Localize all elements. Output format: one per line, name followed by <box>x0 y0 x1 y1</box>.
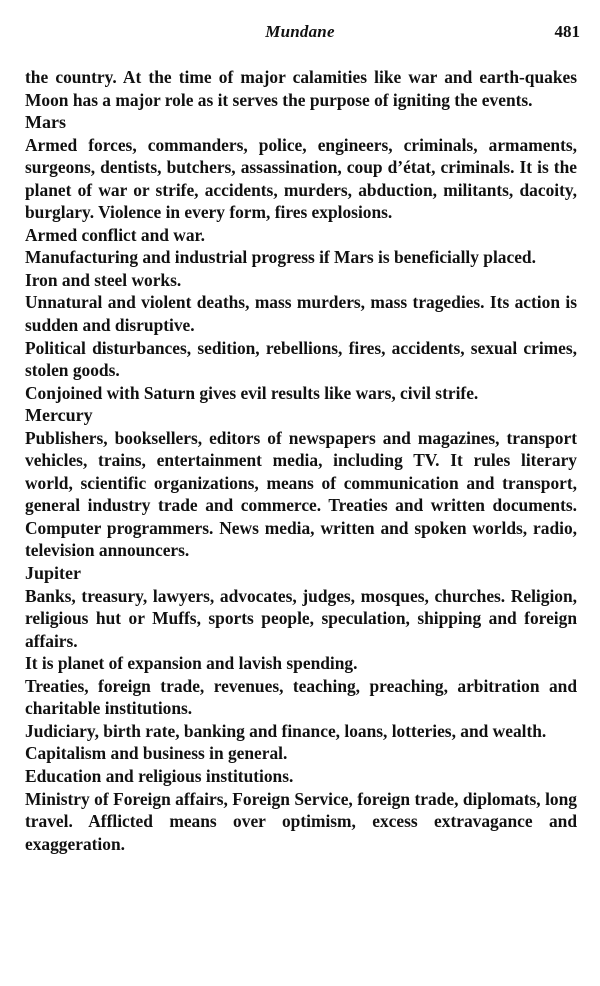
section-heading-jupiter: Jupiter <box>25 563 81 584</box>
paragraph-expansion: It is planet of expansion and lavish spending. <box>25 653 358 674</box>
paragraph-capitalism: Capitalism and business in general. <box>25 743 288 764</box>
paragraph-moon-continued: the country. At the time of major calamities like war and earth-quakes Moon has a major role as it serves the purpose of igniting the events. <box>25 67 577 110</box>
paragraph-violent-deaths: Unnatural and violent deaths, mass murders, mass tragedies. Its action is sudden and disruptive. <box>25 292 577 336</box>
paragraph-armed-conflict: Armed conflict and war. <box>25 224 206 245</box>
page-number: 481 <box>554 22 580 41</box>
paragraph-conjoined-saturn: Conjoined with Saturn gives evil results like wars, civil strife. <box>25 382 479 403</box>
section-heading-mercury: Mercury <box>25 405 93 426</box>
running-title: Mundane <box>265 22 335 41</box>
paragraph-iron-steel: Iron and steel works. <box>25 269 182 290</box>
paragraph-foreign-affairs: Ministry of Foreign affairs, Foreign Service, foreign trade, diplomats, long travel. Afflicted means over optimism, excess extravagance and exaggeration. <box>25 788 577 854</box>
section-heading-mars: Mars <box>25 112 66 133</box>
paragraph-education: Education and religious institutions. <box>25 765 294 786</box>
paragraph-judiciary: Judiciary, birth rate, banking and finance, loans, lotteries, and wealth. <box>25 720 547 741</box>
paragraph-mercury-significations: Publishers, booksellers, editors of newspapers and magazines, transport vehicles, trains, entertainment media, including TV. It rules literary world, scientific organizations, means of communication and transport, general industry trade and commerce. Treaties and written documents. Computer programmers. News media, written and spoken worlds, radio, television announcers. <box>25 427 577 561</box>
paragraph-treaties: Treaties, foreign trade, revenues, teaching, preaching, arbitration and charitable institutions. <box>25 675 577 719</box>
paragraph-jupiter-significations: Banks, treasury, lawyers, advocates, judges, mosques, churches. Religion, religious hut or Muffs, sports people, speculation, shipping and foreign affairs. <box>25 585 577 651</box>
paragraph-political-disturbances: Political disturbances, sedition, rebellions, fires, accidents, sexual crimes, stolen goods. <box>25 337 577 381</box>
paragraph-mars-significations: Armed forces, commanders, police, engineers, criminals, armaments, surgeons, dentists, butchers, assassination, coup d’état, criminals. It is the planet of war or strife, accidents, murders, abduction, militants, dacoity, burglary. Violence in every form, fires explosions. <box>25 134 577 223</box>
running-header <box>0 20 600 48</box>
page-body <box>25 66 577 855</box>
paragraph-manufacturing: Manufacturing and industrial progress if Mars is beneficially placed. <box>25 247 536 268</box>
